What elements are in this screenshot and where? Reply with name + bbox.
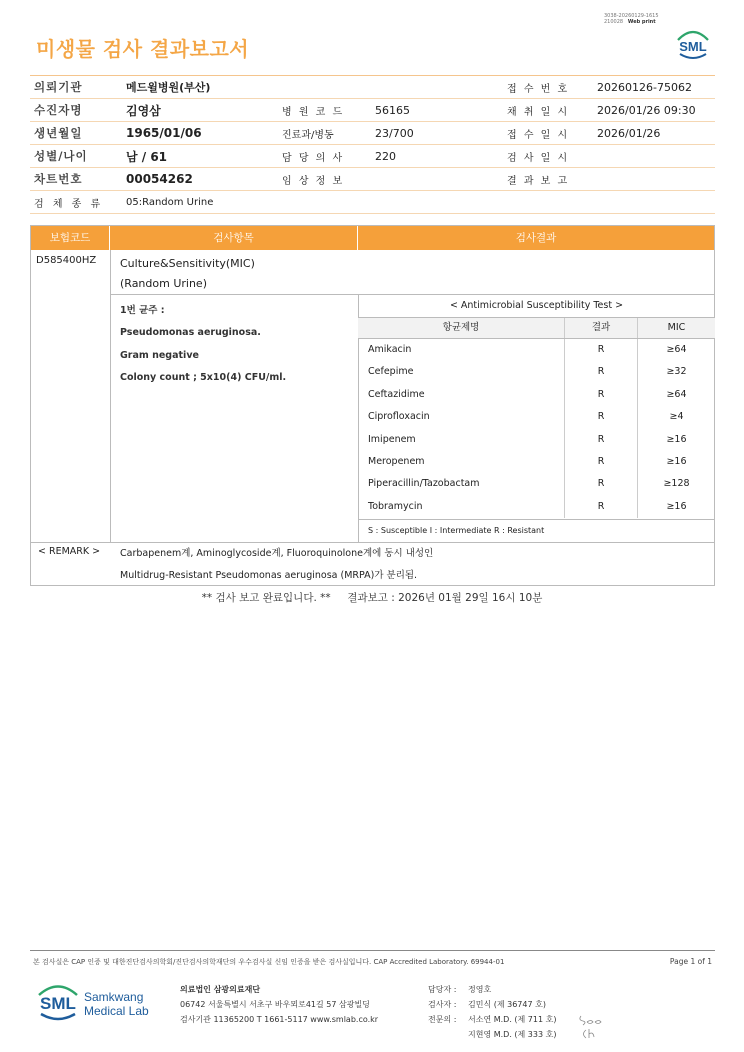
staff-role	[428, 1027, 468, 1042]
birth-value: 1965/01/06	[126, 126, 202, 140]
logo-name-line2: Medical Lab	[84, 1004, 149, 1018]
hospital-code-label: 병 원 코 드	[282, 106, 345, 118]
ast-legend: S : Susceptible I : Intermediate R : Resistant	[358, 519, 715, 542]
drug-result: R	[565, 339, 638, 361]
ast-row	[358, 384, 715, 406]
staff-role: 담당자 :	[428, 985, 457, 994]
drug-name: Cefepime	[358, 361, 565, 383]
staff-name: 김민식 (제 36747 호)	[468, 1000, 546, 1009]
test-name-line2: (Random Urine)	[120, 277, 207, 290]
sml-logo-text: SML	[679, 39, 707, 54]
staff-info	[428, 982, 556, 1042]
sml-logo-icon	[672, 26, 714, 60]
document-code-line1: 3038-20260129-1615	[604, 13, 659, 19]
ast-row	[358, 406, 715, 428]
staff-role: 전문의 :	[428, 1015, 457, 1024]
remark-label: < REMARK >	[38, 546, 101, 557]
drug-name: Ciprofloxacin	[358, 406, 565, 428]
info-row	[30, 122, 715, 145]
foundation-contact: 검사기관 11365200 T 1661-5117 www.smlab.co.kr	[180, 1015, 379, 1024]
info-row	[30, 76, 715, 99]
drug-mic: ≥16	[666, 500, 687, 512]
drug-mic: ≥4	[669, 411, 684, 423]
test-name-line1: Culture&Sensitivity(MIC)	[120, 257, 255, 270]
receipt-no-label: 접 수 번 호	[507, 83, 570, 95]
info-row	[30, 191, 715, 214]
doctor-label: 담 당 의 사	[282, 152, 345, 164]
logo-name-line1: Samkwang	[84, 990, 144, 1004]
drug-name: Meropenem	[358, 451, 565, 473]
ast-header	[358, 317, 715, 339]
drug-result: R	[565, 361, 638, 383]
drug-mic: ≥128	[663, 478, 690, 490]
dept-value: 23/700	[375, 126, 414, 140]
drug-mic: ≥64	[666, 388, 687, 400]
institution-value: 메드윌병원(부산)	[126, 81, 211, 94]
staff-name: 지현영 M.D. (제 333 호)	[468, 1030, 557, 1039]
organism-line: Gram negative	[120, 349, 199, 361]
results-table	[30, 225, 715, 586]
ast-row	[358, 473, 715, 495]
staff-name: 서소연 M.D. (제 711 호)	[468, 1015, 557, 1024]
drug-result: R	[565, 384, 638, 406]
report-complete-text: ** 검사 보고 완료입니다. ** 결과보고 : 2026년 01월 29일 16시 10분	[201, 592, 543, 604]
remark-line: Carbapenem계, Aminoglycoside계, Fluoroquinolone계에 동시 내성인	[120, 548, 434, 559]
ast-row	[358, 451, 715, 473]
collect-date-label: 채 취 일 시	[507, 106, 570, 118]
col-header-result: 검사결과	[515, 232, 557, 244]
foundation-address: 06742 서울특별시 서초구 바우뫼로41길 57 삼광빌딩	[180, 1000, 370, 1009]
samkwang-logo-icon	[36, 980, 156, 1024]
received-date-label: 접 수 일 시	[507, 129, 570, 141]
info-row	[30, 99, 715, 122]
ast-row	[358, 429, 715, 451]
drug-result: R	[565, 473, 638, 495]
receipt-no-value: 20260126-75062	[597, 80, 692, 94]
drug-name: Tobramycin	[358, 496, 565, 518]
drug-mic: ≥64	[666, 344, 687, 355]
report-label: 결 과 보 고	[507, 175, 570, 187]
chart-no-label: 차트번호	[34, 172, 83, 186]
accreditation-note: 본 검사실은 CAP 인증 및 대한진단검사의학회/진단검사의학재단의 우수검사실 신임 인증을 받은 검사실입니다. CAP Accredited Laboratory. 69944-01	[33, 958, 505, 966]
staff-role: 검사자 :	[428, 1000, 457, 1009]
drug-result: R	[565, 429, 638, 451]
drug-mic: ≥32	[666, 366, 687, 378]
drug-result: R	[565, 406, 638, 428]
page-number: Page 1 of 1	[669, 957, 712, 966]
page-title: 미생물 검사 결과보고서	[36, 37, 250, 61]
chart-no-value: 00054262	[126, 172, 193, 186]
foundation-info	[180, 982, 378, 1027]
ast-body	[358, 339, 715, 518]
test-date-label: 검 사 일 시	[507, 152, 570, 164]
received-date-value: 2026/01/26	[597, 126, 661, 140]
ast-col-result: 결과	[565, 318, 638, 338]
ast-row	[358, 361, 715, 383]
doctor-value: 220	[375, 149, 396, 163]
ast-title: < Antimicrobial Susceptibility Test >	[449, 300, 624, 311]
web-print-label: Web print	[627, 19, 656, 25]
document-code-line2: 210028	[604, 19, 624, 25]
ast-col-mic: MIC	[667, 322, 686, 333]
drug-name: Imipenem	[358, 429, 565, 451]
remark-text	[120, 543, 433, 587]
drug-mic: ≥16	[666, 433, 687, 445]
organism-line: 1번 균주 :	[120, 305, 165, 316]
footer-divider	[30, 950, 715, 951]
info-row	[30, 145, 715, 168]
ast-row	[358, 496, 715, 518]
insurance-code: D585400HZ	[36, 255, 97, 266]
signature-icon	[577, 1010, 617, 1040]
col-header-item: 검사항목	[110, 226, 358, 250]
document-code	[604, 13, 659, 25]
drug-result: R	[565, 496, 638, 518]
institution-label: 의뢰기관	[34, 80, 83, 94]
drug-result: R	[565, 451, 638, 473]
info-row	[30, 168, 715, 191]
sex-age-label: 성별/나이	[34, 149, 88, 163]
remark-line: Multidrug-Resistant Pseudomonas aeruginosa (MRPA)가 분리됨.	[120, 570, 418, 581]
specimen-value: 05:Random Urine	[126, 196, 214, 208]
organism-line: Pseudomonas aeruginosa.	[120, 327, 261, 339]
results-header	[31, 226, 714, 250]
drug-name: Ceftazidime	[358, 384, 565, 406]
patient-label: 수진자명	[34, 103, 83, 117]
col-header-code: 보험코드	[31, 226, 110, 250]
test-name	[120, 254, 255, 294]
sex-age-value: 남 / 61	[126, 149, 168, 164]
staff-name: 정영호	[468, 985, 492, 994]
ast-col-drug: 항균제명	[358, 318, 565, 338]
clinical-label: 임 상 정 보	[282, 175, 345, 187]
birth-label: 생년월일	[34, 126, 83, 140]
specimen-label: 검 체 종 류	[34, 198, 104, 210]
patient-info-table	[30, 75, 715, 214]
foundation-name: 의료법인 삼광의료재단	[180, 985, 261, 994]
organism-info	[120, 300, 286, 389]
ast-row	[358, 339, 715, 361]
collect-date-value: 2026/01/26 09:30	[597, 103, 696, 117]
patient-value: 김영삼	[126, 103, 161, 118]
hospital-code-value: 56165	[375, 103, 410, 117]
drug-name: Piperacillin/Tazobactam	[358, 473, 565, 495]
drug-mic: ≥16	[666, 455, 687, 467]
organism-line: Colony count ; 5x10(4) CFU/ml.	[120, 371, 287, 383]
drug-name: Amikacin	[358, 339, 565, 361]
logo-sml-text: SML	[40, 994, 76, 1013]
dept-label: 진료과/병동	[282, 129, 334, 141]
